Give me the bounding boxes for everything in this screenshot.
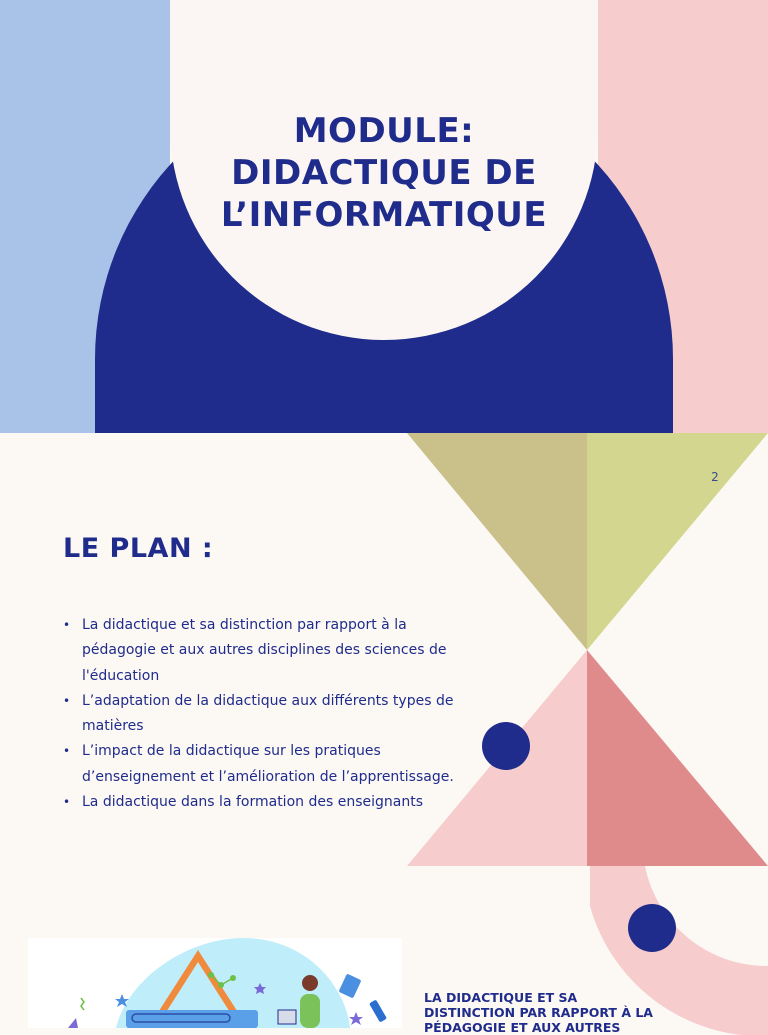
star-icon — [349, 1012, 363, 1025]
title-slide[interactable] — [0, 0, 768, 433]
lime-triangle — [587, 433, 768, 650]
section-subtitle: LA DIDACTIQUE ET SA DISTINCTION PAR RAPPORT À LA PÉDAGOGIE ET AUX AUTRES — [424, 990, 653, 1035]
list-item — [63, 613, 463, 689]
salmon-triangle — [587, 650, 768, 866]
squiggle-icon — [81, 998, 84, 1010]
list-item — [63, 689, 463, 740]
plan-list — [63, 613, 463, 815]
plan-heading: LE PLAN : — [63, 533, 214, 564]
navy-dot — [628, 904, 676, 952]
list-item — [63, 739, 463, 790]
title-line: MODULE: — [293, 111, 475, 151]
list-item-text: L’impact de la didactique sur les pratiques d’enseignement et l’amélioration de l’apprentissage. — [82, 743, 454, 785]
bullet-icon: • — [63, 795, 71, 810]
list-item — [63, 790, 463, 815]
title-line: DIDACTIQUE DE — [231, 153, 537, 193]
navy-dot — [482, 722, 530, 770]
person-body — [300, 994, 320, 1028]
folder-icon — [339, 974, 362, 999]
list-item-text: La didactique et sa distinction par rapport à la pédagogie et aux autres disciplines des sciences de l'éducation — [82, 617, 447, 684]
page-number: 2 — [711, 470, 719, 484]
shape-icon — [68, 1018, 78, 1028]
bullet-icon: • — [63, 744, 71, 759]
content-slide-partial[interactable] — [0, 866, 768, 1035]
tube-icon — [369, 999, 387, 1022]
bullet-icon: • — [63, 618, 71, 632]
bullet-icon: • — [63, 693, 71, 708]
person-head — [302, 975, 318, 991]
laptop-icon — [278, 1010, 296, 1024]
title-line: L’INFORMATIQUE — [220, 195, 548, 235]
plan-slide[interactable] — [0, 433, 768, 866]
slide-title — [170, 110, 598, 236]
list-item-text: L’adaptation de la didactique aux différents types de matières — [82, 692, 454, 735]
education-illustration — [28, 938, 402, 1028]
list-item-text: La didactique dans la formation des enseignants — [82, 794, 423, 811]
illustration-graphic — [28, 938, 402, 1028]
keyboard-shape — [126, 1010, 258, 1028]
